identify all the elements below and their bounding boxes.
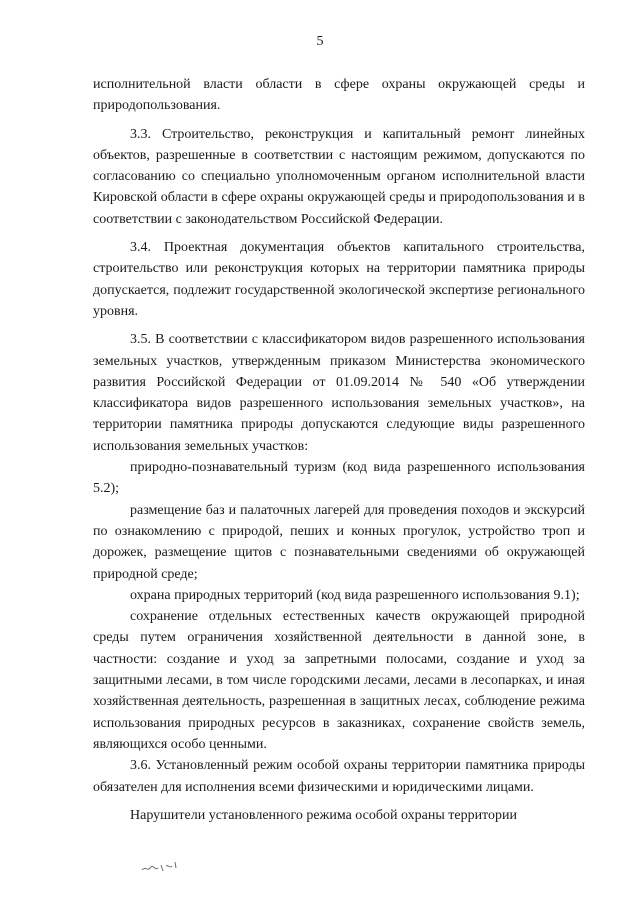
paragraph-3-4: 3.4. Проектная документация объектов капитального строительства, строительство или реконструкция которых на территории памятника природы допускается, подлежит государственной экологической экспертизе регионального уровня. xyxy=(93,240,585,319)
list-item-tourism: природно-познавательный туризм (код вида разрешенного использования 5.2); xyxy=(93,460,585,497)
document-body xyxy=(93,74,585,826)
paragraph-violators: Нарушители установленного режима особой охраны территории xyxy=(130,807,517,823)
paragraph-3-5: 3.5. В соответствии с классификатором видов разрешенного использования земельных участков, утвержденным приказом Министерства экономического развития Российской Федерации от 01.09.2014 № 540 «Об утверждении классификатора видов разрешенного использования земельных участков», на территории памятника природы допускаются следующие виды разрешенного использования земельных участков: xyxy=(93,332,585,454)
list-item-camps: размещение баз и палаточных лагерей для проведения походов и экскурсий по ознакомлению с природой, пеших и конных прогулок, устройство троп и дорожек, размещение щитов с познавательными сведениями об окружающей природной среде; xyxy=(93,502,585,582)
page-number: 5 xyxy=(316,34,324,49)
paragraph-3-6: 3.6. Установленный режим особой охраны территории памятника природы обязателен для исполнения всеми физическими и юридическими лицами. xyxy=(93,758,585,795)
list-item-preservation: сохранение отдельных естественных качеств окружающей природной среды путем ограничения хозяйственной деятельности в данной зоне, в частности: создание и уход за запретными полосами, создание и уход за защитными лесами, в том числе городскими лесами, лесами в лесопарках, и иная хозяйственная деятельность, разрешенная в защитных лесах, соблюдение режима использования природных ресурсов в заказниках, сохранение свойств земель, являющихся особо ценными. xyxy=(93,609,585,752)
list-item-nature-protection: охрана природных территорий (код вида разрешенного использования 9.1); xyxy=(130,587,580,603)
handwritten-mark xyxy=(140,856,182,878)
paragraph-continuation: исполнительной власти области в сфере охраны окружающей среды и природопользования. xyxy=(93,77,585,114)
paragraph-3-3: 3.3. Строительство, реконструкция и капитальный ремонт линейных объектов, разрешенные в соответствии с настоящим режимом, допускаются по согласованию со специально уполномоченным органом исполнительной власти Кировской области в сфере охраны окружающей среды и природопользования и в соответствии с законодательством Российской Федерации. xyxy=(93,126,585,227)
